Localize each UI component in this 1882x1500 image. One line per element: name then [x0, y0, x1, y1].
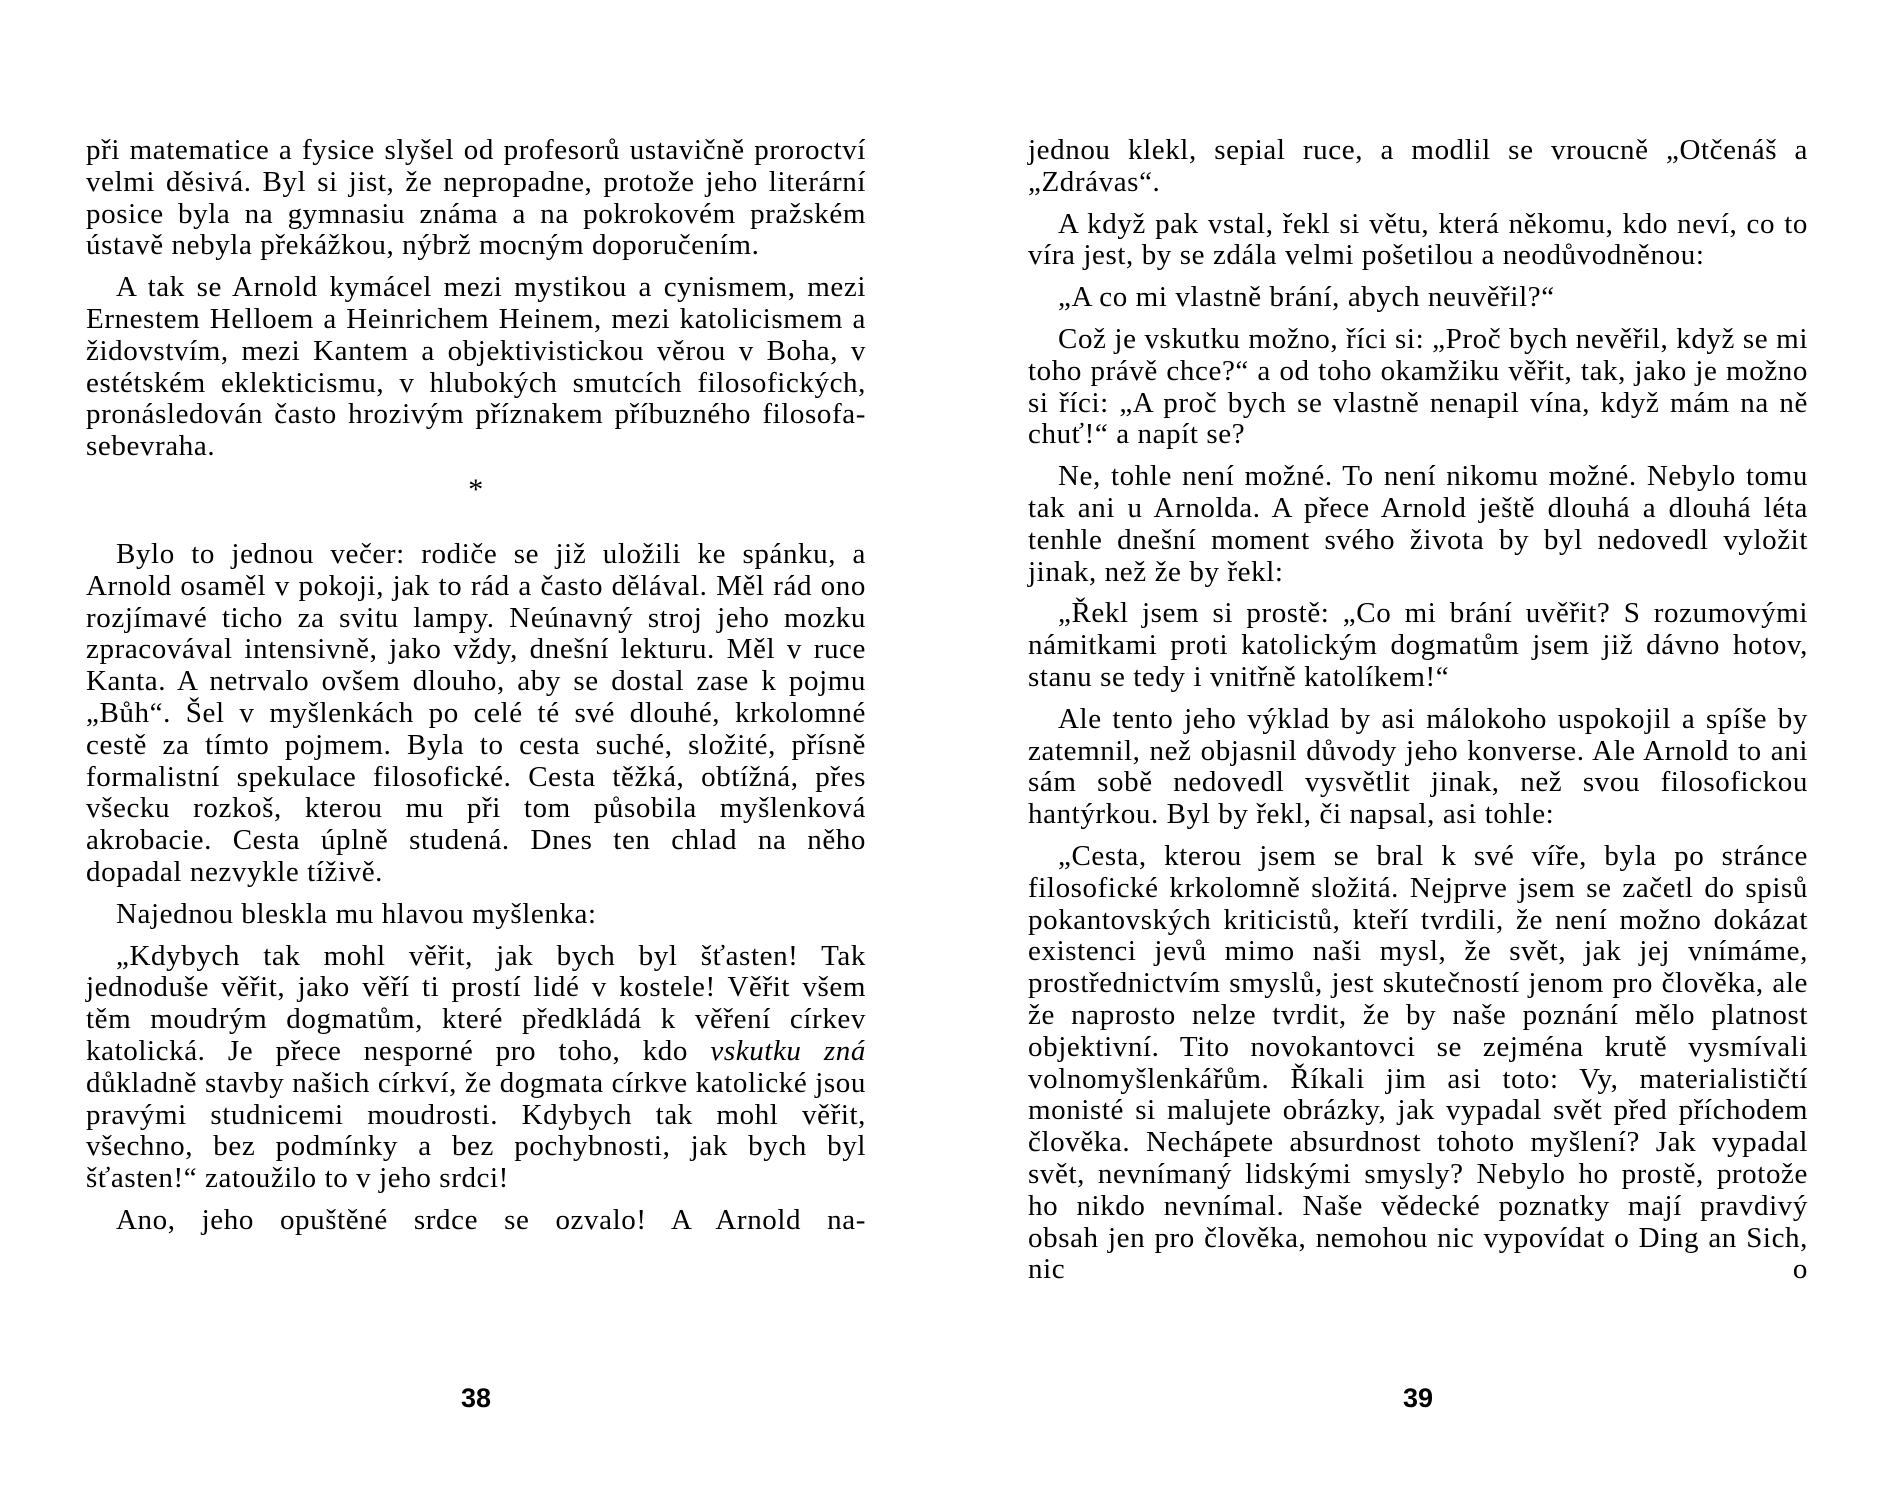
- paragraph: při matematice a fysice slyšel od profesorů ustavičně proroctví velmi děsivá. Byl si jist, že nepropadne, protože jeho literární posice byla na gymnasiu známa a na pokrokovém pražském ústavě nebyla překážkou, nýbrž mocným doporučením.: [86, 134, 866, 262]
- paragraph: Ano, jeho opuštěné srdce se ozvalo! A Arnold na-: [116, 1203, 866, 1236]
- left-page-text: [86, 135, 866, 1237]
- paragraph: Což je vskutku možno, říci si: „Proč bych nevěřil, když se mi toho právě chce?“ a od toho okamžiku věřit, tak, jako je možno si říci: „A proč bych se vlastně nenapil vína, když mám na ně chuť!“ a napít se?: [1028, 322, 1808, 451]
- quote-text: „Kdybych tak mohl věřit, jak bych byl šťasten! Tak jednoduše věřit, jako věří ti prostí lidé v kostele! Věřit všem těm moudrým dogmatům, které předkládá k věření církev katolická. Je přece nesporné pro toho, kdo: [86, 939, 866, 1067]
- paragraph: Najednou bleskla mu hlavou myšlenka:: [116, 897, 597, 930]
- paragraph: A když pak vstal, řekl si větu, která někomu, kdo neví, co to víra jest, by se zdála velmi pošetilou a neodůvodněnou:: [1028, 207, 1808, 272]
- paragraph: „A co mi vlastně brání, abych neuvěřil?“: [1058, 281, 1555, 314]
- paragraph-quote: [86, 941, 866, 1195]
- section-separator: *: [468, 472, 484, 506]
- right-page-text: [1028, 135, 1808, 1286]
- page-number: 39: [1402, 1383, 1434, 1413]
- quote-text: důkladně stavby našich církví, že dogmata církve katolické jsou pravými studnicemi moudrosti. Kdybych tak mohl věřit, všechno, bez podmínky a bez pochybnosti, jak bych byl šťasten!“ zatoužilo to v jeho srdci!: [86, 1066, 866, 1195]
- paragraph: Ale tento jeho výklad by asi málokoho uspokojil a spíše by zatemnil, než objasnil důvody jeho konverse. Ale Arnold to ani sám sobě nedovedl vysvětlit jinak, než svou filosofickou hantýrkou. Byl by řekl, či napsal, asi tohle:: [1028, 702, 1808, 831]
- paragraph: jednou klekl, sepial ruce, a modlil se vroucně „Otčenáš a „Zdrávas“.: [1028, 134, 1808, 198]
- paragraph: Ne, tohle není možné. To není nikomu možné. Nebylo tomu tak ani u Arnolda. A přece Arnold ještě dlouhá a dlouhá léta tenhle dnešní moment svého života by byl nedovedl vyložit jinak, než že by řekl:: [1028, 460, 1808, 588]
- paragraph: „Cesta, kterou jsem se bral k své víře, byla po stránce filosofické krkolomně složitá. Nejprve jsem se začetl do spisů pokantovských kriticistů, kteří tvrdili, že není možno dokázat existenci jevů mimo naši mysl, že svět, jak jej vnímáme, prostřednictvím smyslů, jest skutečností jenom pro člověka, ale že naprosto nelze tvrdit, že by naše poznání mělo platnost objektivní. Tito novokantovci se zejména krutě vysmívali volnomyšlenkářům. Říkali jim asi toto: Vy, materialističtí monisté si malujete obrázky, jak vypadal svět před příchodem člověka. Nechápete absurdnost tohoto myšlení? Jak vypadal svět, nevnímaný lidskými smysly? Nebylo ho prostě, protože ho nikdo nevnímal. Naše vědecké poznatky mají pravdivý obsah jen pro člověka, nemohou nic vypovídat o Ding an Sich, nic o: [1028, 839, 1808, 1286]
- page-number: 38: [460, 1383, 492, 1413]
- italic-emphasis: vskutku zná: [710, 1034, 866, 1067]
- right-page: [1028, 135, 1808, 1425]
- paragraph: Bylo to jednou večer: rodiče se již uložili ke spánku, a Arnold osaměl v pokoji, jak to rád a často dělával. Měl rád ono rozjímavé ticho za svitu lampy. Neúnavný stroj jeho mozku zpracovával intensivně, jako vždy, dnešní lekturu. Měl v ruce Kanta. A netrvalo ovšem dlouho, aby se dostal zase k pojmu „Bůh“. Šel v myšlenkách po celé té své dlouhé, krkolomné cestě za tímto pojmem. Byla to cesta suché, složité, přísně formalistní spekulace filosofické. Cesta těžká, obtížná, přes všecku rozkoš, kterou mu při tom působila myšlenková akrobacie. Cesta úplně studená. Dnes ten chlad na něho dopadal nezvykle tíživě.: [86, 537, 866, 888]
- paragraph: A tak se Arnold kymácel mezi mystikou a cynismem, mezi Ernestem Helloem a Heinrichem Heinem, mezi katolicismem a židovstvím, mezi Kantem a objektivistickou věrou v Boha, v estétském eklekticismu, v hlubokých smutcích filosofických, pronásledován často hrozivým příznakem příbuzného filosofa-sebevraha.: [86, 271, 866, 463]
- left-page: [86, 135, 866, 1425]
- paragraph: „Řekl jsem si prostě: „Co mi brání uvěřit? S rozumovými námitkami proti katolickým dogmatům jsem již dávno hotov, stanu se tedy i vnitřně katolíkem!“: [1028, 597, 1808, 693]
